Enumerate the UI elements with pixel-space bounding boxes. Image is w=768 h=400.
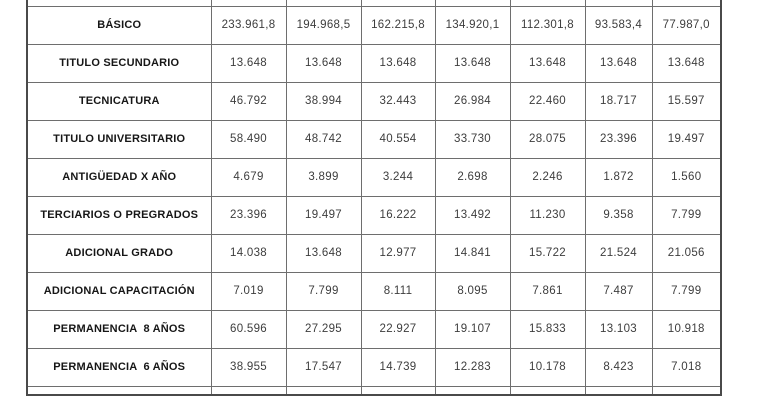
table-cell-empty	[585, 386, 652, 395]
table-container	[26, 0, 722, 396]
table-cell-empty	[211, 386, 286, 395]
value-cell: 14.739	[361, 348, 435, 386]
value-cell: 28.075	[510, 120, 585, 158]
value-cell: 13.648	[286, 234, 361, 272]
value-cell: 233.961,8	[211, 6, 286, 44]
value-cell: 7.018	[652, 348, 721, 386]
table-cell-empty	[510, 386, 585, 395]
value-cell: 12.977	[361, 234, 435, 272]
value-cell: 7.019	[211, 272, 286, 310]
value-cell: 1.560	[652, 158, 721, 196]
table-row	[27, 82, 721, 120]
row-label: TITULO SECUNDARIO	[27, 44, 211, 82]
value-cell: 15.722	[510, 234, 585, 272]
value-cell: 194.968,5	[286, 6, 361, 44]
row-label: ADICIONAL CAPACITACIÓN	[27, 272, 211, 310]
table-cell-empty	[286, 386, 361, 395]
value-cell: 19.497	[652, 120, 721, 158]
value-cell: 3.244	[361, 158, 435, 196]
table-row	[27, 196, 721, 234]
value-cell: 46.792	[211, 82, 286, 120]
table-row	[27, 348, 721, 386]
value-cell: 38.955	[211, 348, 286, 386]
value-cell: 23.396	[211, 196, 286, 234]
value-cell: 18.717	[585, 82, 652, 120]
value-cell: 134.920,1	[435, 6, 510, 44]
table-row	[27, 44, 721, 82]
table-row	[27, 158, 721, 196]
value-cell: 10.918	[652, 310, 721, 348]
value-cell: 7.799	[652, 272, 721, 310]
value-cell: 13.648	[211, 44, 286, 82]
row-label: PERMANENCIA 8 AÑOS	[27, 310, 211, 348]
value-cell: 21.524	[585, 234, 652, 272]
value-cell: 22.460	[510, 82, 585, 120]
value-cell: 13.648	[286, 44, 361, 82]
value-cell: 38.994	[286, 82, 361, 120]
value-cell: 77.987,0	[652, 6, 721, 44]
value-cell: 3.899	[286, 158, 361, 196]
value-cell: 26.984	[435, 82, 510, 120]
value-cell: 13.492	[435, 196, 510, 234]
salary-table-body	[27, 0, 721, 395]
value-cell: 27.295	[286, 310, 361, 348]
value-cell: 19.107	[435, 310, 510, 348]
value-cell: 13.648	[585, 44, 652, 82]
value-cell: 2.698	[435, 158, 510, 196]
table-row	[27, 6, 721, 44]
value-cell: 4.679	[211, 158, 286, 196]
value-cell: 32.443	[361, 82, 435, 120]
table-row	[27, 310, 721, 348]
value-cell: 162.215,8	[361, 6, 435, 44]
value-cell: 93.583,4	[585, 6, 652, 44]
value-cell: 15.597	[652, 82, 721, 120]
salary-table	[26, 0, 722, 396]
row-label: TECNICATURA	[27, 82, 211, 120]
value-cell: 1.872	[585, 158, 652, 196]
value-cell: 7.799	[652, 196, 721, 234]
value-cell: 7.487	[585, 272, 652, 310]
table-row	[27, 234, 721, 272]
value-cell: 112.301,8	[510, 6, 585, 44]
table-cell-empty	[652, 386, 721, 395]
value-cell: 13.648	[652, 44, 721, 82]
row-label: ANTIGÜEDAD X AÑO	[27, 158, 211, 196]
value-cell: 8.111	[361, 272, 435, 310]
value-cell: 10.178	[510, 348, 585, 386]
value-cell: 9.358	[585, 196, 652, 234]
row-label: BÁSICO	[27, 6, 211, 44]
value-cell: 21.056	[652, 234, 721, 272]
table-cell-empty	[27, 386, 211, 395]
value-cell: 13.648	[361, 44, 435, 82]
value-cell: 60.596	[211, 310, 286, 348]
table-cell-empty	[361, 386, 435, 395]
table-row	[27, 272, 721, 310]
value-cell: 14.841	[435, 234, 510, 272]
value-cell: 58.490	[211, 120, 286, 158]
table-row	[27, 120, 721, 158]
value-cell: 2.246	[510, 158, 585, 196]
row-label: TITULO UNIVERSITARIO	[27, 120, 211, 158]
table-row-cropped-bottom	[27, 386, 721, 395]
value-cell: 16.222	[361, 196, 435, 234]
row-label: PERMANENCIA 6 AÑOS	[27, 348, 211, 386]
value-cell: 8.095	[435, 272, 510, 310]
value-cell: 13.103	[585, 310, 652, 348]
value-cell: 19.497	[286, 196, 361, 234]
value-cell: 14.038	[211, 234, 286, 272]
value-cell: 23.396	[585, 120, 652, 158]
value-cell: 12.283	[435, 348, 510, 386]
row-label: ADICIONAL GRADO	[27, 234, 211, 272]
value-cell: 13.648	[435, 44, 510, 82]
value-cell: 33.730	[435, 120, 510, 158]
table-cell-empty	[435, 386, 510, 395]
value-cell: 11.230	[510, 196, 585, 234]
value-cell: 7.861	[510, 272, 585, 310]
value-cell: 13.648	[510, 44, 585, 82]
value-cell: 48.742	[286, 120, 361, 158]
value-cell: 15.833	[510, 310, 585, 348]
value-cell: 7.799	[286, 272, 361, 310]
value-cell: 8.423	[585, 348, 652, 386]
row-label: TERCIARIOS O PREGRADOS	[27, 196, 211, 234]
value-cell: 22.927	[361, 310, 435, 348]
value-cell: 17.547	[286, 348, 361, 386]
value-cell: 40.554	[361, 120, 435, 158]
